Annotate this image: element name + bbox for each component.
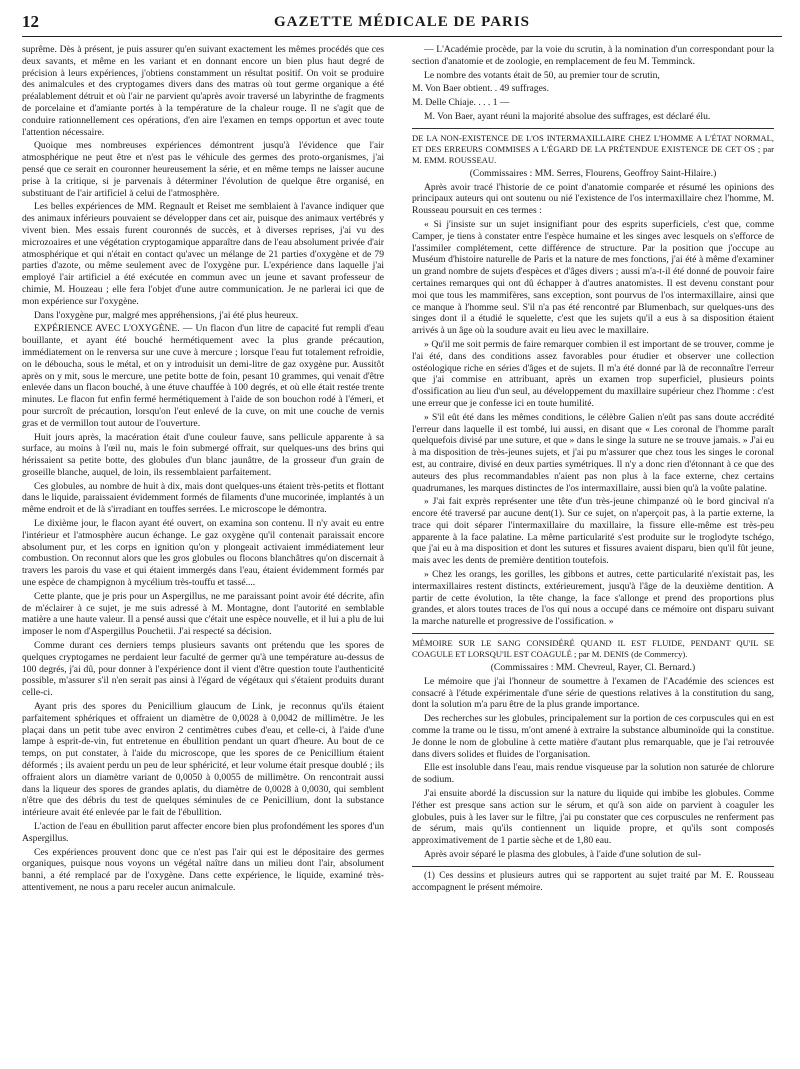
left-paragraph: Huit jours après, la macération était d'une couleur fauve, sans pellicule apparente à sa surface, au moins à l'œil nu, mais le foin submergé offrait, sur quelques-uns des brins qui hérissaient sa petite botte, des globules d'un blanc jaunâtre, de la grosseur d'un grain de groseille blanche, auquel, de loin, ils ressemblaient parfaitement.	[22, 431, 384, 478]
left-paragraph: Ayant pris des spores du Penicillium glaucum de Link, je reconnus qu'ils étaient parfaitement sphériques et offraient un diamètre de 0,0028 à 0,0042 de millimètre. Je les plaçai dans un petit tube avec environ 2 centimètres cubes d'eau, et celle-ci, à l'aide d'une lampe à esprit-de-vin, fut entretenue en ébullition pendant un quart d'heure. Au bout de ce temps, on put constater, à l'aide du microscope, que les spores de ce Penicillium étaient déformés ; ils avaient perdu un peu de leur sphéricité, et leur volume était presque doublé ; ils offraient alors un diamètre variant de 0,0050 à 0,0055 de millimètre. On rencontrait aussi dans la liqueur des spores de grandes aplatis, du diamètre de 0,0028 à 0,0030, qui semblent n'être que des débris du test de quelques séminules de ce Penicillium, dont la substance intérieure avait été enlevée par le fait de l'ébullition.	[22, 701, 384, 819]
footnote: (1) Ces dessins et plusieurs autres qui se rapportent au sujet traité par M. E. Rousseau accompagnent le présent mémoire.	[412, 870, 774, 893]
vote-line: M. Delle Chiaje. . . . 1 —	[412, 97, 510, 109]
left-paragraph: Comme durant ces derniers temps plusieurs savants ont prétendu que les spores de quelques cryptogames ne perdaient leur faculté de germer qu'à une température au-dessus de 100 degrés, j'ai dû, pour donner à l'expérience dont il vient d'être question toute l'authenticité possible, m'assurer s'il n'en serait pas ainsi à l'égard de végétaux qui s'étaient produits durant celle-ci.	[22, 640, 384, 699]
article-paragraph: » Qu'il me soit permis de faire remarquer combien il est important de se trouver, comme je l'ai été, dans des conditions assez favorables pour étudier et observer une collection ostéologique riche en séries d'âges et de sujets. Il m'a été donné par là de reconnaître l'erreur que j'ai commise en attribuant, après un examen trop superficiel, plusieurs points d'ossification au lieu d'un seul, au développement du maxillaire supérieur chez l'homme : c'est une erreur que je confesse ici en toute humilité.	[412, 338, 774, 409]
vote-total: Le nombre des votants était de 50, au premier tour de scrutin,	[424, 69, 660, 81]
vote-result: M. Von Baer, ayant réuni la majorité absolue des suffrages, est déclaré élu.	[424, 110, 711, 122]
vote-line: M. Von Baer obtient. . 49 suffrages.	[412, 83, 549, 95]
left-paragraph: Les belles expériences de MM. Regnault et Reiset me semblaient à l'avance indiquer que des animaux inférieurs pouvaient se développer dans cet air, puisque des animaux vertébrés y vivent bien. Mes essais furent couronnés de succès, et à diverses reprises, j'ai vu des microzoaires et une végétation cryptogamique apparaître dans de l'eau absolument privée d'air atmosphérique et qui n'était en contact qu'avec un mélange de 21 parties d'oxygène et de 79 parties d'azote, ou même seulement avec de l'oxygène pur. L'expérience dans laquelle j'ai employé l'air artificiel a été exécutée en commun avec un jeune et savant professeur de chimie, M. Houzeau ; elle fera l'objet d'une autre communication. Je ne parlerai ici que de mon expérience sur l'oxygène.	[22, 201, 384, 307]
article-paragraph: » S'il eût été dans les mêmes conditions, le célèbre Galien n'eût pas sans doute accrédité l'erreur dans laquelle il est tombé, lui aussi, en disant que « Les coronal de l'homme paraît quelquefois divisé par une suture, et que » dans le singe la suture ne se trouve jamais. » J'ai eu à ma disposition de très-jeunes sujets, et j'ai pu m'assurer que chez tous les singes le coronal est, au contraire, divisé en deux parties symétriques. Il n'y a donc rien d'étonnant à ce que des auteurs des plus recommandables n'aient pas non plus à la face externe, chez certains quadrumanes, les marques distinctes de l'os intermaxillaire, aussi bien qu'à la voûte palatine.	[412, 411, 774, 494]
commissioners: (Commissaires : MM. Chevreul, Rayer, Cl. Bernard.)	[490, 662, 696, 674]
left-paragraph: Dans l'oxygène pur, malgré mes appréhensions, j'ai été plus heureux.	[34, 309, 299, 321]
right-column	[412, 44, 774, 896]
article-paragraph: » Chez les orangs, les gorilles, les gibbons et autres, cette particularité n'existait pas, les intermaxillaires restent distincts, extérieurement, jusqu'à l'âge de la deuxième dentition. A partir de cette évolution, la tête change, la face s'allonge et prend des proportions plus grandes, et alors toutes traces de l'os qui nous a occupé dans ce mémoire ont disparu suivant la marche naturelle et progressive de l'ossification. »	[412, 569, 774, 628]
left-paragraph: EXPÉRIENCE AVEC L'OXYGÈNE. — Un flacon d'un litre de capacité fut rempli d'eau bouillante, et ayant été bouché hermétiquement avec la plus grande précaution, immédiatement on le renversa sur une cuve à mercure ; lorsque l'eau fut totalement refroidie, on le déboucha, sous le métal, et on y introduisit un demi-litre de gaz oxygène pur. Aussitôt après on y mit, sous le mercure, une petite botte de foin, pesant 10 grammes, qui venait d'être enlevée dans un flacon bouché, à une étuve chauffée à 100 degrés, et où elle était restée trente minutes. Le flacon fut enfin fermé hermétiquement à l'aide de son bouchon rodé à l'émeri, et pour surcroît de précaution, lorsqu'on l'eut enlevé de la cuve, on mit une couche de vernis gras et de vermillon tout autour de l'ouverture.	[22, 323, 384, 429]
left-paragraph: suprême. Dès à présent, je puis assurer qu'en suivant exactement les mêmes procédés que ces deux savants, et même en les variant et en donnant encore un bien plus haut degré de précision à leurs expériences, j'obtiens constamment un résultat positif. On voit se produire des animalcules et des cryptogames divers dans des matras où tout germe organique a été préalablement détruit et où l'air ne parvient qu'après avoir traversé un labyrinthe de fragments de porcelaine et d'amiante portés à la température de la chaleur rouge. Il ne s'agit que de conduire rationnellement ces opérations, d'en aire l'examen en temps opportun et avec toute l'attention nécessaire.	[22, 44, 384, 138]
commissioners: (Commissaires : MM. Serres, Flourens, Geoffroy Saint-Hilaire.)	[469, 167, 717, 179]
left-column	[22, 44, 384, 896]
article-title: DE LA NON-EXISTENCE DE L'OS INTERMAXILLAIRE CHEZ L'HOMME A L'ÉTAT NORMAL, ET DES ERREURS COMMISES A L'ÉGARD DE LA PRÉTENDUE EXISTENCE DE CET OS ; par M. EMM. ROUSSEAU.	[412, 132, 774, 165]
article-paragraph: J'ai ensuite abordé la discussion sur la nature du liquide qui imbibe les globules. Comme l'éther est presque sans action sur le sérum, et qu'à son aide on parvient à coaguler les globules, puis à les laver sur le filtre, j'ai pu constater que ces corpuscules ne renferment pas de sérum, mais qu'ils contiennent un liquide propre, et qu'ils sont composés approximativement de 1 partie sèche et de 1,80 eau.	[412, 788, 774, 847]
left-paragraph: L'action de l'eau en ébullition parut affecter encore bien plus profondément les spores d'un Aspergillus.	[22, 821, 384, 844]
left-paragraph: Cette plante, que je pris pour un Aspergillus, ne me paraissant point avoir été décrite, afin de m'éclairer à ce sujet, je me suis adressé à M. Montagne, dont l'autorité en semblable matière a une haute valeur. Il a pensé aussi que c'était une espèce nouvelle, et il lui a plu de lui imposer le nom d'Aspergillus Pouchetii. J'ai respecté sa décision.	[22, 590, 384, 638]
article-title: MÉMOIRE SUR LE SANG CONSIDÉRÉ QUAND IL EST FLUIDE, PENDANT QU'IL SE COAGULE ET LORSQU'IL EST COAGULÉ ; par M. DENIS (de Commercy).	[412, 638, 774, 660]
page-number: 12	[22, 12, 39, 31]
page-header	[22, 12, 782, 37]
left-paragraph: Quoique mes nombreuses expériences démontrent jusqu'à l'évidence que l'air atmosphérique ne peut être et n'est pas le véhicule des germes des proto-organismes, j'ai pensé que ce serait en couronner heureusement la série, et en même temps ne laisser aucune prise à la critique, si je parvenais à déterminer l'évolution de quelque être organisé, en substituant de l'air artificiel à celui de l'atmosphère.	[22, 140, 384, 199]
article-paragraph: » J'ai fait exprès représenter une tête d'un très-jeune chimpanzé où le bord gincival n'a encore été traversé par aucune dent(1). Sur ce sujet, on n'aperçoit pas, à la partie externe, la trace qui doit séparer l'intermaxillaire du maxillaire, la fissure elle-même est très-peu apparente à la face palatine. La même particularité s'est produite sur le troglodyte tschégo, que j'ai eu à ma disposition et dont les sutures et fissures avaient disparu, bien qu'il fût jeune, mais avec les dents de première dentition toutefois.	[412, 496, 774, 567]
article-paragraph: Après avoir séparé le plasma des globules, à l'aide d'une solution de sul-	[424, 849, 702, 861]
left-paragraph: Ces globules, au nombre de huit à dix, mais dont quelques-uns étaient très-petits et flottant dans le liquide, paraissaient évidemment formés de filaments d'une mucorinée, implantés à un même endroit et de là s'irradiant en touffes serrées. Le microscope le démontra.	[22, 480, 384, 516]
article-paragraph: « Si j'insiste sur un sujet insignifiant pour des esprits superficiels, c'est que, comme Camper, je tiens à constater entre l'espèce humaine et les singes avec lesquels on s'efforce de l'assimiler complétement, cette différence de structure. Par la position que j'occupe au Muséum d'histoire naturelle de Paris et la nature de mes fonctions, j'ai été à même d'examiner un grand nombre de sujets d'espèces et d'âges divers ; aussi m'a-t-il été donné de pouvoir faire certaines remarques qui ont dû échapper à d'autres anatomistes. Il est devenu constant pour moi que tous les mammifères, sans exception, sont pourvus de l'os intermaxillaire, ainsi que ce manque à l'homme seul. S'il n'a pas été rencontré par Blumenbach, sur quelques-uns des singes dont il a étudié le squelette, c'est que les sujets qu'il a eus à sa disposition étaient arrivés à un âge où la soudure avait eu lieu avec le maxillaire.	[412, 218, 774, 337]
left-paragraph: Le dixième jour, le flacon ayant été ouvert, on examina son contenu. Il n'y avait eu entre l'intérieur et l'atmosphère aucun échange. Le gaz oxygène qu'il contenait paraissait encore absolument pur, et les corps en ignition qu'on y plongeait activaient immédiatement leur combustion. On reconnut alors que les gros globules ou flocons blanchâtres qu'on discernait à travers les parois du vase et qui étaient immergés dans l'eau, étaient évidemment formés par une espèce de champignon à mycélium très-touffu et tassé....	[22, 518, 384, 589]
article-paragraph: Le mémoire que j'ai l'honneur de soumettre à l'examen de l'Académie des sciences est consacré à l'étude expérimentale d'une série de questions relatives à la constitution du sang, dont la solution m'a paru être de la plus grande importance.	[412, 675, 774, 711]
article-paragraph: Après avoir tracé l'historie de ce point d'anatomie comparée et résumé les opinions des principaux auteurs qui ont soutenu ou nié l'existence de l'os intermaxillaire chez l'homme, M. Rousseau poursuit en ces termes :	[412, 181, 774, 217]
academy-intro: — L'Académie procède, par la voie du scrutin, à la nomination d'un correspondant pour la section d'anatomie et de zoologie, en remplacement de feu M. Temminck.	[412, 44, 774, 67]
footnote-divider	[412, 866, 774, 867]
divider	[412, 633, 774, 634]
article-paragraph: Elle est insoluble dans l'eau, mais rendue visqueuse par la solution non saturée de chlorure de sodium.	[412, 762, 774, 786]
journal-title: GAZETTE MÉDICALE DE PARIS	[273, 14, 530, 30]
divider	[412, 128, 774, 129]
article-paragraph: Des recherches sur les globules, principalement sur la portion de ces corpuscules qui en est comme la trame ou le tissu, m'ont amené à extraire la substance albuminoïde qui la constitue. Je donne le nom de globuline à cette matière d'autant plus remarquable, que je l'ai retrouvée dans divers solides et fluides de l'organisation.	[412, 713, 774, 760]
left-paragraph: Ces expériences prouvent donc que ce n'est pas l'air qui est le dépositaire des germes organiques, puisque nous voyons un végétal naître dans un milieu dont l'air, absolument banni, a été remplacé par de l'oxygène. Dans cette expérience, le liquide, examiné très-attentivement, ne nous a paru receler aucun animalcule.	[22, 846, 384, 893]
